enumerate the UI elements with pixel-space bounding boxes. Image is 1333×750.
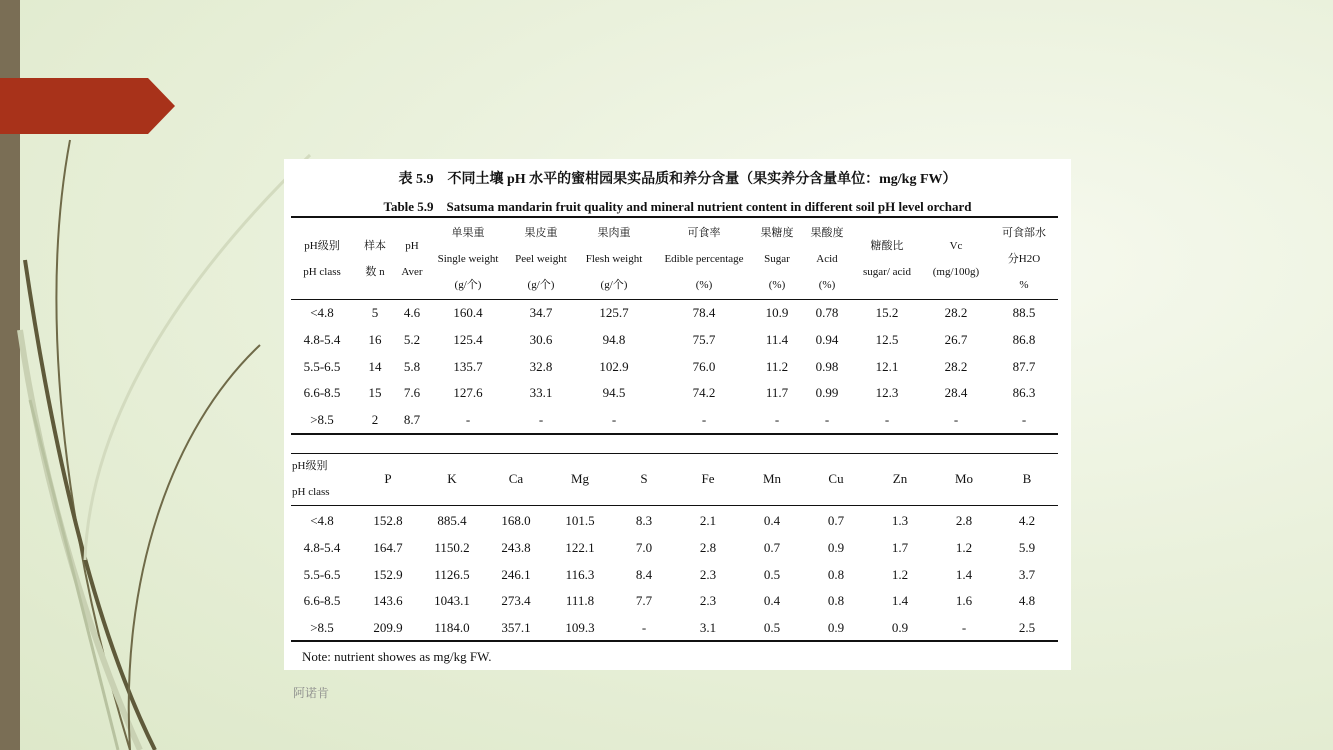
table-cell: 8.3 [635,513,653,528]
table-note: Note: nutrient showes as mg/kg FW. [302,649,492,664]
table-cell: 8.4 [635,567,653,582]
header-line: (g/个) [454,279,482,291]
table-cell: <4.8 [310,305,334,320]
table-cell: 127.6 [453,385,483,400]
header-line: % [1019,279,1029,291]
table-cell: 102.9 [599,359,629,374]
table-cell: 94.8 [602,332,626,347]
table-cell: - [1021,412,1027,427]
table-cell: 143.6 [373,593,403,608]
table-cell: - [884,412,890,427]
table-cell: 7.7 [635,593,653,608]
table-cell: <4.8 [310,513,334,528]
table-cell: 0.4 [763,593,781,608]
table-cell: 1.4 [955,567,973,582]
table-cell: 1150.2 [434,540,470,555]
table-cell: 116.3 [565,567,595,582]
table-cell: 76.0 [692,359,716,374]
table-cell: 88.5 [1012,305,1036,320]
table-cell: 2.5 [1018,620,1036,635]
table-cell: 1.7 [891,540,909,555]
table-cell: 2.8 [699,540,717,555]
quality-bottom-rule [291,433,1058,435]
table-cell: 3.7 [1018,567,1036,582]
table-cell: 1126.5 [434,567,470,582]
table-cell: - [611,412,617,427]
nutrient-header-cell: Zn [892,471,908,486]
table-cell: 28.4 [944,385,968,400]
table-cell: 1.6 [955,593,973,608]
table-cell: 4.8 [1018,593,1036,608]
table-cell: 0.5 [763,567,781,582]
table-cell: 135.7 [453,359,483,374]
header-line: Vc [949,240,963,252]
header-line: pH [405,240,419,252]
header-line: (g/个) [527,279,555,291]
table-cell: 0.9 [827,540,845,555]
table-cell: - [465,412,471,427]
nutrient-header-cell: Cu [828,471,844,486]
table-cell: 101.5 [565,513,595,528]
table-cell: 5 [371,305,379,320]
nutrient-class-header: pH级别 pH class [292,460,330,498]
table-cell: 2.3 [699,567,717,582]
table-cell: 15 [368,385,382,400]
table-cell: 12.5 [875,332,899,347]
table-cell: 0.9 [827,620,845,635]
table-cell: 86.3 [1012,385,1036,400]
quality-header-cell [577,220,651,298]
table-cell: 0.8 [827,593,845,608]
table-cell: 5.9 [1018,540,1036,555]
table-cell: 7.0 [635,540,653,555]
table-cell: - [961,620,967,635]
table-cell: 109.3 [565,620,595,635]
table-cell: 33.1 [529,385,553,400]
nutrient-header-cell: P [384,471,392,486]
table-cell: 28.2 [944,305,968,320]
table-cell: 11.7 [765,385,789,400]
table-cell: 5.2 [403,332,421,347]
table-cell: 160.4 [453,305,483,320]
header-line: Flesh weight [585,253,643,265]
table-cell: 1.4 [891,593,909,608]
quality-header-cell [850,233,924,285]
table-cell: 5.5-6.5 [303,359,341,374]
table-cell: 1184.0 [434,620,470,635]
table-cell: 125.4 [453,332,483,347]
table-cell: 10.9 [765,305,789,320]
table-cell: - [824,412,830,427]
table-top-rule [291,216,1058,218]
table-cell: 6.6-8.5 [303,385,341,400]
header-line: pH级别 [304,240,340,252]
table-cell: 6.6-8.5 [303,593,341,608]
header-line: (g/个) [600,279,628,291]
table-cell: 14 [368,359,382,374]
table-cell: 885.4 [437,513,467,528]
table-cell: 125.7 [599,305,629,320]
table-cell: 0.99 [815,385,839,400]
header-line: sugar/ acid [863,266,911,278]
header-line: 样本 [364,240,386,252]
header-line: 糖酸比 [870,240,904,252]
table-cell: 94.5 [602,385,626,400]
header-line: Single weight [437,253,499,265]
header-line: (%) [818,279,836,291]
table-cell: 74.2 [692,385,716,400]
quality-header-cell [431,220,505,298]
header-line: (mg/100g) [932,266,980,278]
table-cell: 78.4 [692,305,716,320]
header-line: Edible percentage [664,253,744,265]
table-cell: 26.7 [944,332,968,347]
table-cell: - [774,412,780,427]
table-cell: 246.1 [501,567,531,582]
nutrient-header-cell: B [1022,471,1032,486]
table-cell: 1.3 [891,513,909,528]
table-cell: 0.9 [891,620,909,635]
table-cell: 0.8 [827,567,845,582]
table-cell: 164.7 [373,540,403,555]
table-cell: 1.2 [891,567,909,582]
table-cell: 0.78 [815,305,839,320]
table-caption-english: Table 5.9 Satsuma mandarin fruit quality and mineral nutrient content in different soil pH level orchard [383,199,972,214]
table-cell: - [953,412,959,427]
header-line: 果糖度 [760,227,794,239]
table-cell: 5.8 [403,359,421,374]
table-cell: 12.1 [875,359,899,374]
table-cell: 11.2 [765,359,789,374]
table-cell: 3.1 [699,620,717,635]
table-cell: 2 [371,412,379,427]
header-line: 数 n [365,266,385,278]
table-cell: - [641,620,647,635]
nutrient-header-cell: S [640,471,648,486]
header-line: (%) [695,279,713,291]
table-cell: 15.2 [875,305,899,320]
table-cell: 0.5 [763,620,781,635]
table-cell: 28.2 [944,359,968,374]
table-caption-chinese: 表 5.9 不同土壤 pH 水平的蜜柑园果实品质和养分含量（果实养分含量单位：mg/kg FW） [398,172,957,187]
table-cell: 152.8 [373,513,403,528]
table-cell: - [701,412,707,427]
table-cell: 0.7 [827,513,845,528]
table-cell: 16 [368,332,382,347]
header-line: (%) [768,279,786,291]
table-cell: 4.2 [1018,513,1036,528]
header-line: Acid [816,253,838,265]
table-cell: 86.8 [1012,332,1036,347]
header-line: Peel weight [515,253,567,265]
header-line: 单果重 [451,227,485,239]
table-cell: 12.3 [875,385,899,400]
table-cell: 0.7 [763,540,781,555]
table-cell: 4.8-5.4 [303,540,341,555]
quality-header-cell [654,220,754,298]
table-cell: 34.7 [529,305,553,320]
header-line: 可食部水 [1002,227,1046,239]
header-line: 果酸度 [810,227,844,239]
table-cell: 11.4 [765,332,789,347]
header-line: Sugar [764,253,790,265]
header-line: pH class [303,266,341,278]
table-cell: 0.94 [815,332,839,347]
header-line: 果肉重 [597,227,631,239]
table-cell: 5.5-6.5 [303,567,341,582]
table-cell: 2.3 [699,593,717,608]
quality-header-cell [504,220,578,298]
nutrient-header-cell: Mn [762,471,782,486]
nutrient-header-cell: Mo [954,471,974,486]
header-line: 果皮重 [524,227,558,239]
title-arrow-shape [0,78,175,134]
table-cell: 152.9 [373,567,403,582]
table-cell: 209.9 [373,620,403,635]
table-cell: 2.8 [955,513,973,528]
nutrient-header-cell: K [447,471,457,486]
table-cell: 75.7 [692,332,716,347]
table-cell: 0.98 [815,359,839,374]
table-cell: 7.6 [403,385,421,400]
nutrient-header-cell: Ca [508,471,524,486]
table-cell: 32.8 [529,359,553,374]
slide-footer-text: 阿诺肯 [293,686,330,700]
table-cell: - [538,412,544,427]
table-cell: 1.2 [955,540,973,555]
quality-header-cell [987,220,1061,298]
table-cell: 122.1 [565,540,595,555]
table-cell: 2.1 [699,513,717,528]
table-cell: 30.6 [529,332,553,347]
table-cell: >8.5 [310,412,334,427]
table-cell: 168.0 [501,513,531,528]
header-line: 分H2O [1007,253,1041,265]
nutrient-header-cell: Fe [701,471,715,486]
quality-header-cell [919,233,993,285]
table-cell: >8.5 [310,620,334,635]
header-line: 可食率 [687,227,721,239]
quality-header-rule [291,299,1058,300]
table-cell: 4.6 [403,305,421,320]
table-cell: 111.8 [565,593,595,608]
table-cell: 0.4 [763,513,781,528]
data-table-image [284,159,1071,670]
table-cell: 8.7 [403,412,421,427]
header-line: Aver [401,266,423,278]
table-cell: 357.1 [501,620,531,635]
table-cell: 273.4 [501,593,531,608]
nutrient-header-cell: Mg [570,471,590,486]
table-bottom-rule [291,640,1058,642]
table-cell: 1043.1 [434,593,470,608]
table-cell: 243.8 [501,540,531,555]
table-cell: 4.8-5.4 [303,332,341,347]
table-cell: 87.7 [1012,359,1036,374]
nutrient-top-rule [291,453,1058,454]
nutrient-header-rule [291,505,1058,506]
